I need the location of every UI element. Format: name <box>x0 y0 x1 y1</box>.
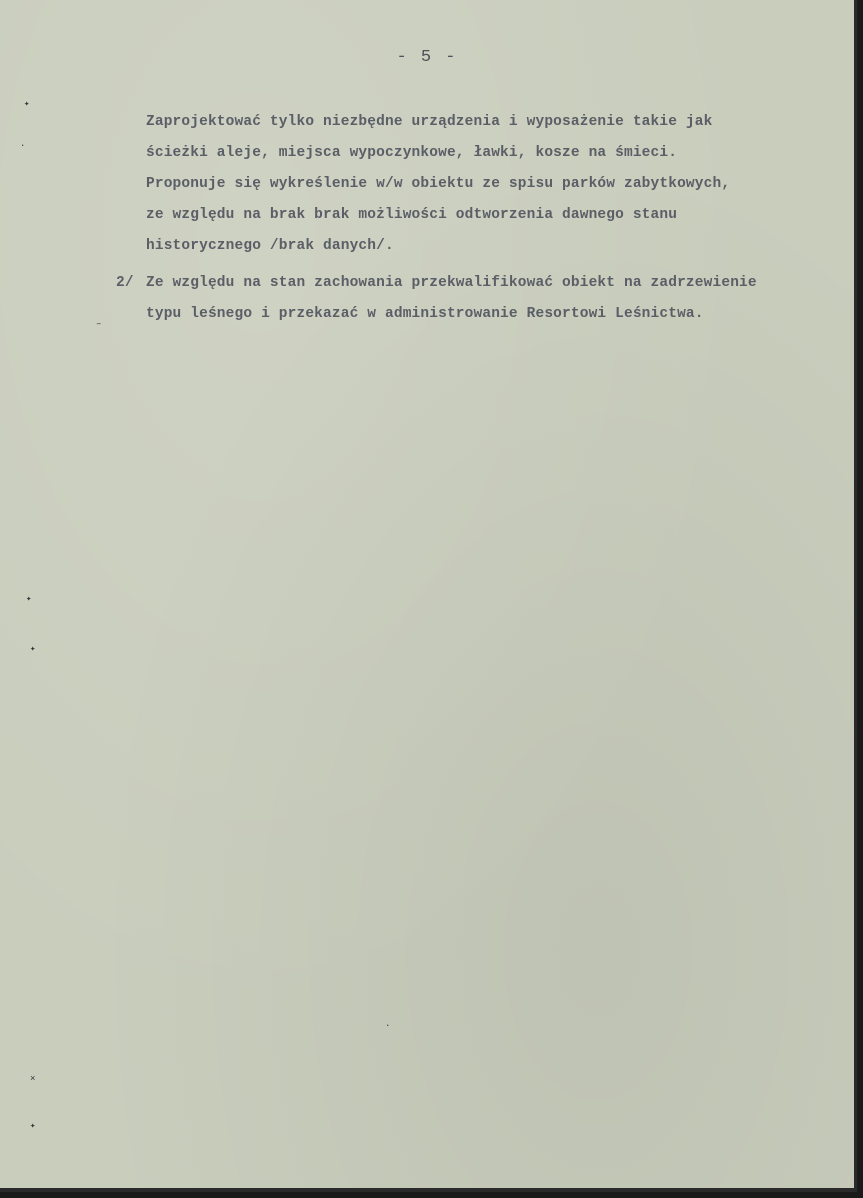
scan-mark: ✦ <box>30 1121 36 1131</box>
item-line: typu leśnego i przekazać w administrowanie Resortowi Leśnictwa. <box>146 306 704 322</box>
scan-mark: ✦ <box>24 99 30 109</box>
scan-mark: – <box>96 319 102 329</box>
list-item-2 <box>116 268 856 330</box>
scan-mark: · <box>385 1021 391 1031</box>
page-number: - 5 - <box>396 48 458 67</box>
item-marker: 2/ <box>116 275 134 291</box>
paragraph-line: ze względu na brak brak możliwości odtworzenia dawnego stanu <box>146 207 678 223</box>
paragraph-line: Proponuje się wykreślenie w/w obiektu ze spisu parków zabytkowych, <box>146 176 731 192</box>
item-line: Ze względu na stan zachowania przekwalifikować obiekt na zadrzewienie <box>146 275 757 291</box>
scan-mark: ✦ <box>30 644 36 654</box>
paragraph-line: historycznego /brak danych/. <box>146 238 394 254</box>
scan-mark: · <box>20 141 26 151</box>
scan-mark: ✦ <box>26 594 32 604</box>
paragraph-line: ścieżki aleje, miejsca wypoczynkowe, ławki, kosze na śmieci. <box>146 145 678 161</box>
scan-mark: × <box>30 1074 36 1084</box>
paragraph-1 <box>146 107 846 262</box>
paragraph-line: Zaprojektować tylko niezbędne urządzenia i wyposażenie takie jak <box>146 114 713 130</box>
